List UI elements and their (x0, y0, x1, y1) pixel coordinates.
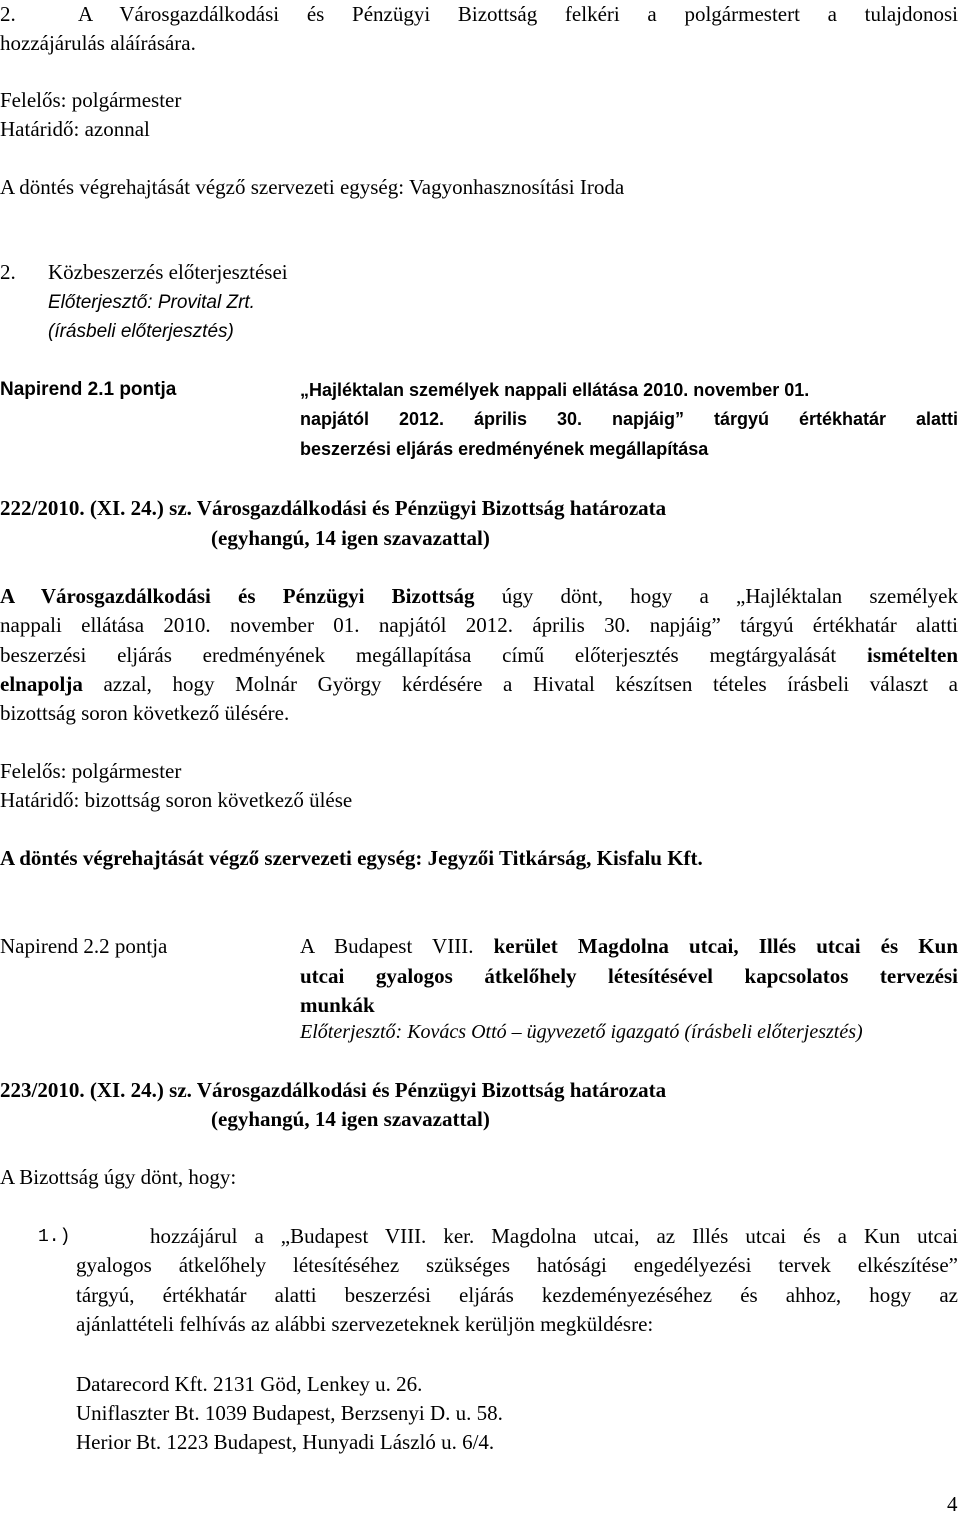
deadline-line-2 (0, 790, 352, 811)
hatarido-label: Határidő: (0, 788, 80, 812)
resolution-222-body-line1 (0, 586, 958, 607)
responsible-line-2 (0, 761, 181, 782)
resolution-223-vote: (egyhangú, 14 igen szavazattal) (211, 1107, 490, 1131)
section-2-number: 2. (0, 260, 16, 284)
item-2-line1: A Városgazdálkodási és Pénzügyi Bizottság felkéri a polgármestert a tulajdonosi (78, 2, 958, 26)
executor-line-1 (0, 177, 624, 198)
committee-name: A Városgazdálkodási és Pénzügyi Bizottság (0, 584, 475, 608)
item-2-line2: hozzájárulás aláírására. (0, 31, 196, 55)
deadline-line-1 (0, 119, 150, 140)
executor-label: A döntés végrehajtását végző szervezeti egység: (0, 175, 405, 199)
resolution-223-intro: A Bizottság úgy dönt, hogy: (0, 1165, 237, 1189)
point-number: 1.) (38, 1227, 71, 1247)
item-2-number: 2. (0, 2, 16, 26)
section-2-title: Közbeszerzés előterjesztései (48, 260, 288, 284)
company-datarecord: Datarecord Kft. 2131 Göd, Lenkey u. 26. (76, 1372, 423, 1396)
hatarido-value: azonnal (84, 117, 150, 141)
section-2-written: (írásbeli előterjesztés) (48, 321, 234, 342)
body-line3-text: beszerzési eljárás eredményének megállapítása című előterjesztés megtárgyalását (0, 643, 837, 667)
page-number: 4 (947, 1492, 958, 1516)
body-line1-rest: úgy dönt, hogy a „Hajléktalan személyek (501, 584, 959, 608)
body-line4-bold: elnapolja (0, 672, 83, 696)
agenda-2-2-label: Napirend 2.2 pontja (0, 934, 168, 958)
body-line4-rest: azzal, hogy Molnár György kérdésére a Hivatal készítsen tételes írásbeli választ a (103, 672, 959, 696)
agenda-2-2-title-bold: kerület Magdolna utcai, Illés utcai és Kun (493, 934, 958, 958)
resolution-222-body-line3 (0, 645, 958, 666)
agenda-2-1-title-line3: beszerzési eljárás eredményének megállapítása (300, 439, 709, 459)
agenda-2-1-label: Napirend 2.1 pontja (0, 379, 177, 400)
agenda-2-2-title-line3: munkák (300, 993, 375, 1017)
resolution-222-number: 222/2010. (XI. 24.) sz. (0, 496, 192, 520)
felelos-value: polgármester (71, 759, 182, 783)
agenda-2-1-title-line2: napjától 2012. április 30. napjáig” tárgyú értékhatár alatti (300, 409, 958, 429)
resolution-222-body-line2: nappali ellátása 2010. november 01. napjától 2012. április 30. napjáig” tárgyú értékhatár alatti (0, 613, 958, 637)
resolution-223-number: 223/2010. (XI. 24.) sz. (0, 1078, 192, 1102)
resolution-223-title: Városgazdálkodási és Pénzügyi Bizottság határozata (196, 1078, 667, 1102)
company-herior: Herior Bt. 1223 Budapest, Hunyadi László u. 6/4. (76, 1430, 495, 1454)
executor-label: A döntés végrehajtását végző szervezeti egység: (0, 846, 423, 870)
hatarido-value: bizottság soron következő ülése (84, 788, 353, 812)
resolution-222-title: Városgazdálkodási és Pénzügyi Bizottság határozata (196, 496, 667, 520)
felelos-label: Felelős: (0, 759, 67, 783)
agenda-2-2-title-line2: utcai gyalogos átkelőhely létesítésével kapcsolatos tervezési (300, 964, 958, 988)
resolution-222-heading (0, 498, 666, 519)
resolution-223-heading (0, 1080, 666, 1101)
hatarido-label: Határidő: (0, 117, 80, 141)
executor-line-2 (0, 848, 703, 869)
section-2-presenter: Előterjesztő: Provital Zrt. (48, 292, 255, 313)
point-line1: hozzájárul a „Budapest VIII. ker. Magdolna utcai, az Illés utcai és a Kun utcai (150, 1224, 958, 1248)
resolution-222-body-line5: bizottság soron következő ülésére. (0, 701, 290, 725)
agenda-2-2-title-line1 (300, 936, 958, 957)
felelos-value: polgármester (71, 88, 182, 112)
company-uniflaszter: Uniflaszter Bt. 1039 Budapest, Berzsenyi D. u. 58. (76, 1401, 503, 1425)
resolution-222-body-line4 (0, 674, 958, 695)
resolution-222-vote: (egyhangú, 14 igen szavazattal) (211, 526, 490, 550)
agenda-2-2-presenter: Előterjesztő: Kovács Ottó – ügyvezető igazgató (írásbeli előterjesztés) (300, 1021, 863, 1043)
executor-value: Vagyonhasznosítási Iroda (408, 175, 625, 199)
point-line2: gyalogos átkelőhely létesítéséhez szükséges hatósági engedélyezési tervek elkészítése” (76, 1253, 958, 1277)
felelos-label: Felelős: (0, 88, 67, 112)
agenda-2-2-title-plain: A Budapest VIII. (300, 934, 474, 958)
body-line3-bold: ismételten (867, 643, 958, 667)
executor-value: Jegyzői Titkárság, Kisfalu Kft. (427, 846, 703, 870)
point-line4: ajánlattételi felhívás az alábbi szervezeteknek kerüljön megküldésre: (76, 1312, 654, 1336)
agenda-2-1-title-line1: „Hajléktalan személyek nappali ellátása 2010. november 01. (300, 380, 810, 400)
responsible-line-1 (0, 90, 181, 111)
point-line3: tárgyú, értékhatár alatti beszerzési eljárás kezdeményezéséhez és ahhoz, hogy az (76, 1283, 958, 1307)
